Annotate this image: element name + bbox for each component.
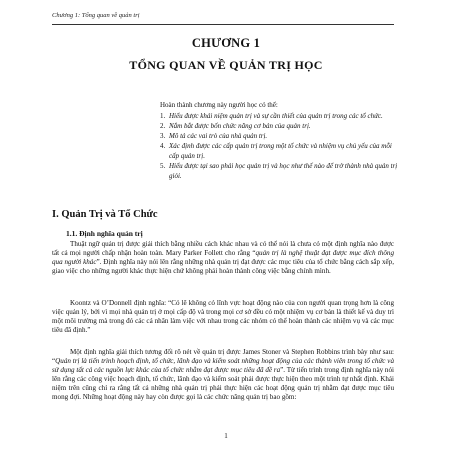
objective-item <box>160 141 400 161</box>
header-divider <box>52 24 394 25</box>
objective-item <box>160 121 400 131</box>
page-number: 1 <box>224 432 228 440</box>
chapter-number: CHƯƠNG 1 <box>191 36 261 50</box>
objective-text: Mô tả các vai trò của nhà quản trị. <box>169 132 268 140</box>
objective-number: 3. <box>160 132 166 140</box>
paragraph-definition-koontz: Koontz và O’Donnell định nghĩa: “Có lẽ không có lĩnh vực hoạt động nào của con người quan trọng hơn là công việc quản lý, bởi vì mọi nhà quản trị ở mọi cấp độ và trong mọi cơ sở đều có một nhiệm vụ cơ bản là thiết kế và duy trì một môi trường mà trong đó các cá nhân làm việc với nhau trong các nhóm có thể hoàn thành các nhiệm vụ và các mục tiêu đã định.” <box>52 299 394 335</box>
objective-number: 2. <box>160 122 166 130</box>
objective-item <box>160 131 400 141</box>
objective-number: 4. <box>160 142 166 150</box>
objective-item <box>160 161 400 181</box>
objective-number: 5. <box>160 162 166 170</box>
objective-text: Nắm bắt được bốn chức năng cơ bản của quản trị. <box>169 122 311 130</box>
paragraph-text: ”. Từ tiến trình trong định nghĩa này nói lên rằng các công việc hoạch định, tổ chức, lãnh đạo và kiểm soát phải được thực hiện theo một trình tự nhất định. Khái niệm trên cũng chỉ ra rằng tất cả những nhà quản trị phải thực hiện các hoạt động quản trị nhằm đạt được mục tiêu mong đợi. Những hoạt động này hay còn được gọi là các chức năng quản trị bao gồm: <box>52 366 394 402</box>
objective-text: Hiểu được khái niệm quản trị và sự cần thiết của quản trị trong các tổ chức. <box>169 112 383 120</box>
quote-text: quản trị là nghệ thuật đạt được mục đích thông qua người khác <box>52 249 394 267</box>
paragraph-definition-stoner <box>52 348 394 403</box>
objective-number: 1. <box>160 112 166 120</box>
objectives-intro: Hoàn thành chương này người học có thể: <box>160 101 278 109</box>
subsection-heading: 1.1. Định nghĩa quản trị <box>66 229 143 238</box>
objective-text: Hiểu được tại sao phải học quản trị và học như thế nào để trở thành nhà quản trị giỏi. <box>169 162 398 180</box>
objectives-list <box>160 111 400 181</box>
paragraph-text: ”. Định nghĩa này nói lên rằng những nhà quản trị đạt được các mục tiêu của tổ chức bằng cách sắp xếp, giao việc cho những người khác thực hiện chứ không phải hoàn thành công việc bằng chính mình. <box>52 258 394 276</box>
quote-text: Quản trị là tiến trình hoạch định, tổ chức, lãnh đạo và kiểm soát những hoạt động của các thành viên trong tổ chức và sử dụng tất cả các nguồn lực khác của tổ chức nhằm đạt được mục tiêu đã đề ra <box>52 357 394 375</box>
paragraph-text: Thuật ngữ quản trị được giải thích bằng nhiều cách khác nhau và có thể nói là chưa có một định nghĩa nào được tất cả mọi người chấp nhận hoàn toàn. Mary Parker Follett cho rằng “ <box>52 240 394 258</box>
chapter-title: TỔNG QUAN VỀ QUẢN TRỊ HỌC <box>129 58 323 72</box>
objective-text: Xác định được các cấp quản trị trong một tổ chức và nhiệm vụ chủ yếu của mỗi cấp quản trị. <box>169 142 392 160</box>
section-heading: I. Quản Trị và Tổ Chức <box>52 209 158 220</box>
running-header: Chương 1: Tổng quan về quản trị <box>52 12 140 19</box>
paragraph-text: Một định nghĩa giải thích tương đối rõ nét về quản trị được James Stoner và Stephen Robbins trình bày như sau: “ <box>52 348 394 366</box>
objective-item <box>160 111 400 121</box>
paragraph-definition-follett <box>52 240 394 276</box>
